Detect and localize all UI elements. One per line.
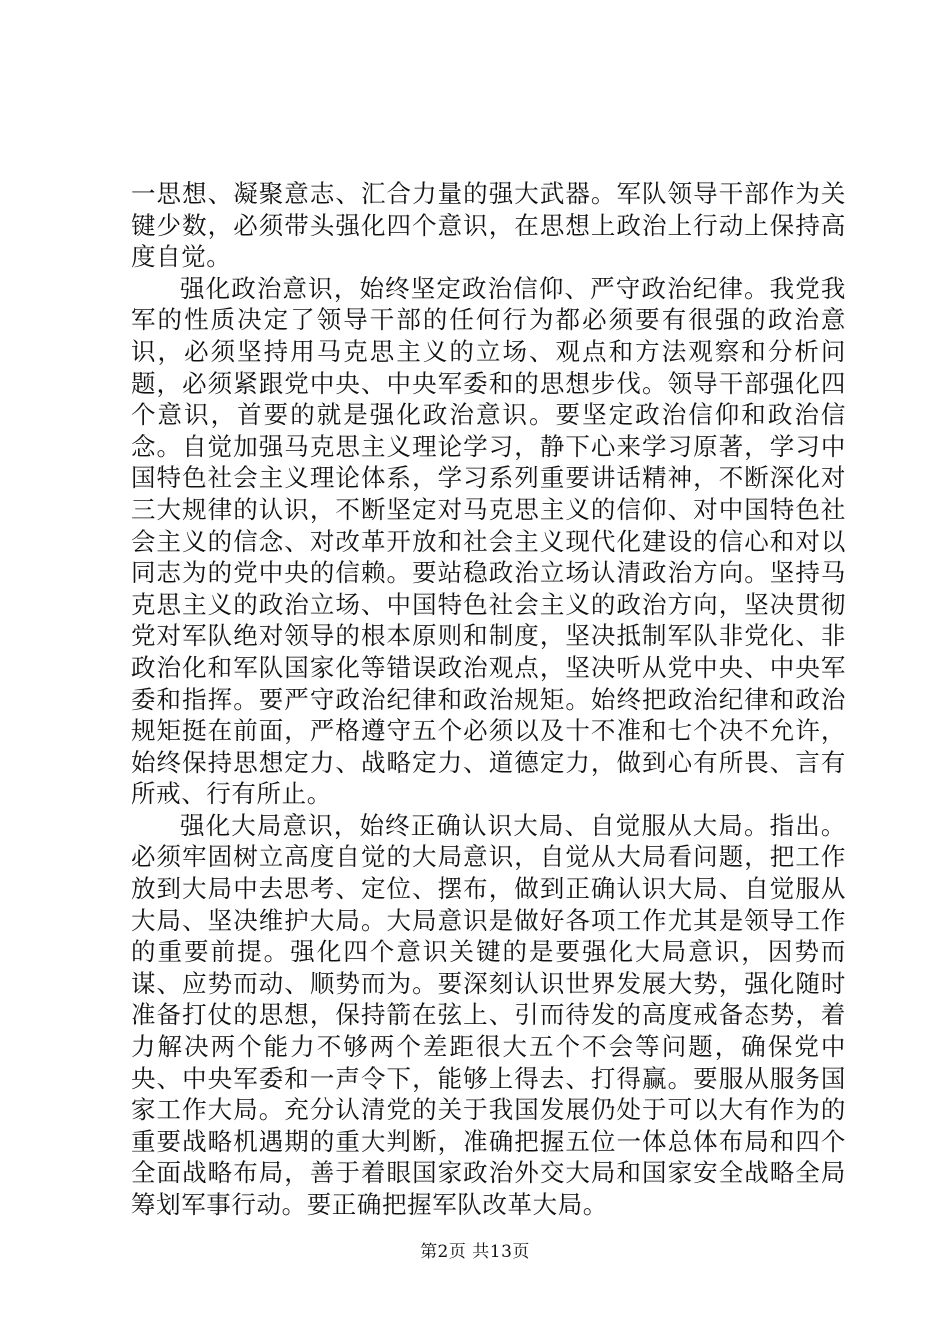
paragraph-political-awareness: 强化政治意识，始终坚定政治信仰、严守政治纪律。我党我军的性质决定了领导干部的任何行为都必须要有很强的政治意识，必须坚持用马克思主义的立场、观点和方法观察和分析问题，必须紧跟党中央、中央军委和的思想步伐。领导干部强化四个意识，首要的就是强化政治意识。要坚定政治信仰和政治信念。自觉加强马克思主义理论学习，静下心来学习原著，学习中国特色社会主义理论体系，学习系列重要讲话精神，不断深化对三大规律的认识，不断坚定对马克思主义的信仰、对中国特色社会主义的信念、对改革开放和社会主义现代化建设的信心和对以同志为的党中央的信赖。要站稳政治立场认清政治方向。坚持马克思主义的政治立场、中国特色社会主义的政治方向，坚决贯彻党对军队绝对领导的根本原则和制度，坚决抵制军队非党化、非政治化和军队国家化等错误政治观点，坚决听从党中央、中央军委和指挥。要严守政治纪律和政治规矩。始终把政治纪律和政治规矩挺在前面，严格遵守五个必须以及十不准和七个决不允许，始终保持思想定力、战略定力、道德定力，做到心有所畏、言有所戒、行有所止。 bbox=[131, 273, 846, 809]
page-footer bbox=[0, 1241, 950, 1263]
paragraph-overall-awareness: 强化大局意识，始终正确认识大局、自觉服从大局。指出。必须牢固树立高度自觉的大局意识，自觉从大局看问题，把工作放到大局中去思考、定位、摆布，做到正确认识大局、自觉服从大局、坚决维护大局。大局意识是做好各项工作尤其是领导工作的重要前提。强化四个意识关键的是要强化大局意识，因势而谋、应势而动、顺势而为。要深刻认识世界发展大势，强化随时准备打仗的思想，保持箭在弦上、引而待发的高度戒备态势，着力解决两个能力不够两个差距很大五个不会等问题，确保党中央、中央军委和一声令下，能够上得去、打得赢。要服从服务国家工作大局。充分认清党的关于我国发展仍处于可以大有作为的重要战略机遇期的重大判断，准确把握五位一体总体布局和四个全面战略布局，善于着眼国家政治外交大局和国家安全战略全局筹划军事行动。要正确把握军队改革大局。 bbox=[131, 810, 846, 1219]
page-number: 第2页 共13页 bbox=[420, 1242, 530, 1262]
document-body bbox=[131, 178, 846, 1221]
paragraph-continuation: 一思想、凝聚意志、汇合力量的强大武器。军队领导干部作为关键少数，必须带头强化四个意识，在思想上政治上行动上保持高度自觉。 bbox=[131, 179, 846, 272]
